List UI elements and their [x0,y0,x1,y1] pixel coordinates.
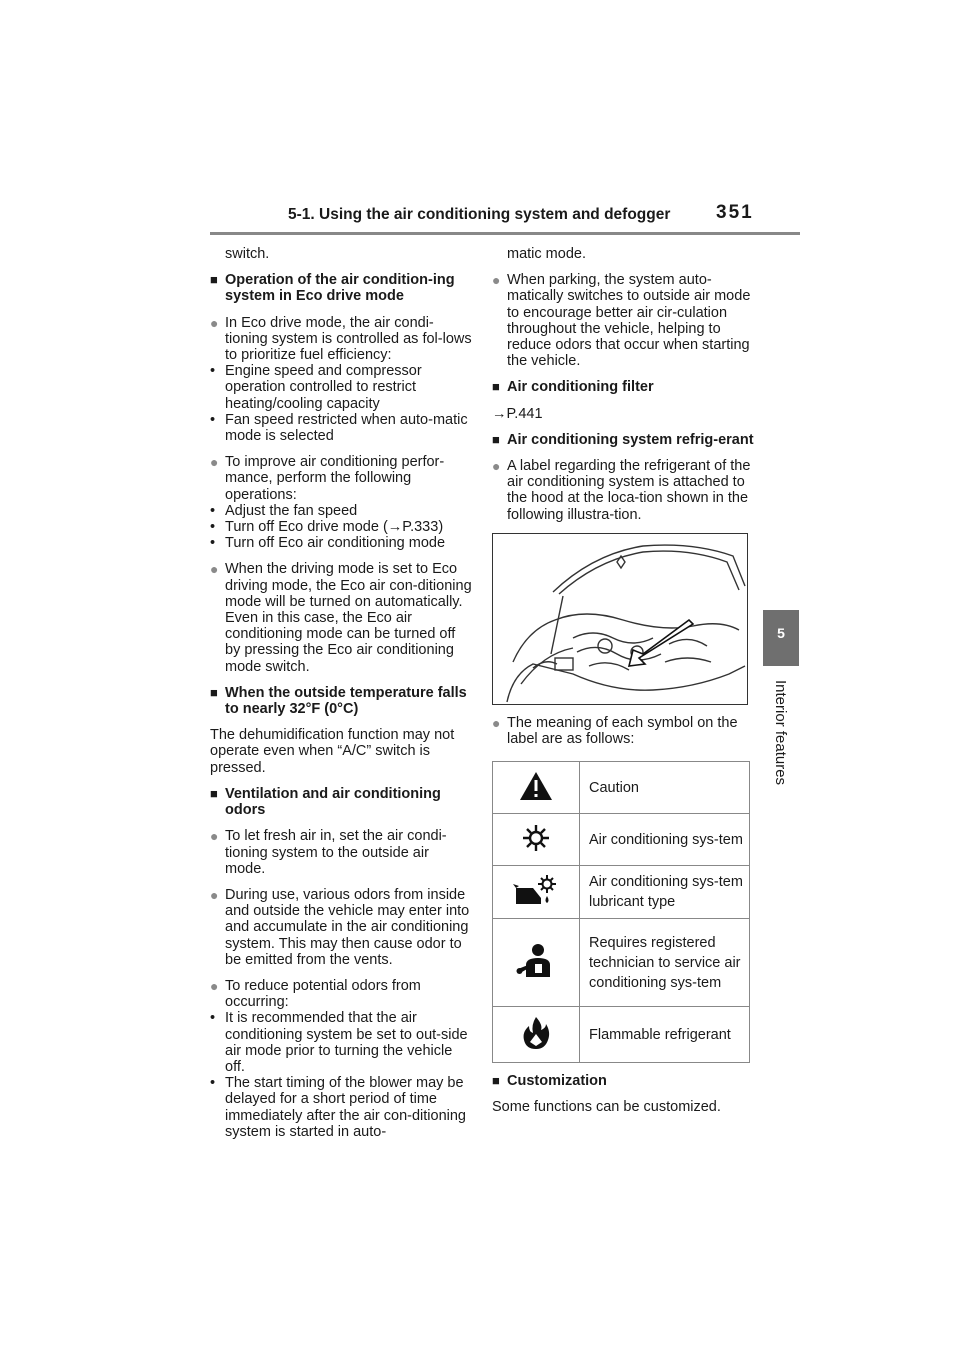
sub-item-text: The start timing of the blower may be delayed for a short period of time immediately after the air con-ditioning system is started in auto- [225,1075,466,1140]
table-row [493,866,750,919]
item-text: The meaning of each symbol on the label are as follows: [507,714,738,748]
table-cell-icon [493,1007,580,1063]
table-cell-text: Air conditioning sys-tem lubricant type [580,866,750,919]
item-text: In Eco drive mode, the air condi-tioning system is controlled as fol-lows to prioritize fuel efficiency: [225,314,472,364]
bullet-icon: ● [210,828,219,845]
table-cell-text: Air conditioning sys-tem [580,814,750,866]
sub-list-item [210,1075,472,1140]
table-cell-icon [493,866,580,919]
flammable-icon [521,1016,551,1050]
section-heading-customization [492,1073,756,1089]
bullet-icon: ● [210,454,219,471]
table-cell-icon [493,762,580,814]
sub-bullet-icon: • [210,535,216,552]
sub-item-text: Fan speed restricted when auto-matic mode is selected [225,411,468,445]
sub-list-item [210,519,472,535]
technician-icon [516,943,556,979]
item-text: To improve air conditioning perfor-mance, perform the following operations: [225,454,445,503]
list-item [210,828,472,877]
item-text: To reduce potential odors from occurring: [225,977,421,1011]
bullet-icon: ● [210,977,219,994]
table-row [493,919,750,1007]
sub-list-item [210,1010,472,1075]
list-item [210,315,472,364]
continued-text: switch. [225,246,270,262]
page-header-title: 5-1. Using the air conditioning system and defogger [288,206,671,223]
continued-text: matic mode. [507,246,586,262]
item-text: To let fresh air in, set the air condi-tioning system to the outside air mode. [225,828,447,877]
chapter-number: 5 [777,625,785,641]
bullet-icon: ● [492,714,501,731]
paragraph: The dehumidification function may not operate even when “A/C” switch is pressed. [210,727,455,776]
table-cell-icon [493,814,580,866]
list-item [492,272,756,369]
sub-bullet-icon: • [210,519,216,536]
table-row [493,814,750,866]
section-heading-eco [210,272,472,304]
item-text: When parking, the system auto-matically switches to outside air mode to encourage better air cir-culation throughout the vehicle, helping to reduce odors that occur when starting the vehicle. [507,272,751,370]
table-cell-text: Flammable refrigerant [580,1007,750,1063]
list-item [492,715,756,747]
lubricant-icon [513,874,559,906]
section-heading-refrigerant [492,432,756,448]
item-text: A label regarding the refrigerant of the air conditioning system is attached to the hood at the loca-tion shown in the following illustra-tion. [507,458,751,523]
sub-item-text: Adjust the fan speed [225,502,358,519]
bullet-icon: ● [492,272,501,289]
chapter-label: Interior features [772,680,789,786]
sub-item-text: Turn off Eco air conditioning mode [225,535,446,552]
list-item [492,458,756,523]
sub-item-text: Turn off Eco drive mode (→P.333) [225,519,444,536]
list-item [210,561,472,674]
item-text: During use, various odors from inside and outside the vehicle may enter into and accumulate in the air conditioning system. This may then cause odor to be emitted from the vents. [225,886,470,968]
left-column [210,246,472,1140]
sub-bullet-icon: • [210,411,216,428]
table-cell-text: Requires registered technician to service air conditioning sys-tem [580,919,750,1007]
table-cell-icon [493,919,580,1007]
heading-marker-icon: ■ [492,1073,500,1089]
heading-marker-icon: ■ [210,684,218,700]
heading-marker-icon: ■ [492,379,500,395]
section-heading-odors [210,786,472,818]
sub-bullet-icon: • [210,502,216,519]
sub-list-item [210,363,472,412]
sub-item-text: It is recommended that the air conditioning system be set to out-side air mode prior to turning the vehicle off. [225,1010,468,1075]
sub-list-item [210,412,472,444]
sub-bullet-icon: • [210,1075,216,1092]
list-item [210,978,472,1010]
heading-text: Ventilation and air conditioning odors [225,785,441,819]
bullet-icon: ● [210,314,219,331]
list-item [210,887,472,968]
header-divider [210,232,800,235]
symbol-table [492,761,750,1063]
page-reference-link[interactable]: →P.441 [492,405,543,422]
right-column [492,246,756,1126]
heading-text: When the outside temperature falls to nearly 32°F (0°C) [225,684,467,718]
heading-marker-icon: ■ [210,785,218,801]
ac-system-icon [521,823,551,853]
table-row [493,1007,750,1063]
sub-bullet-icon: • [210,1010,216,1027]
table-cell-text: Caution [580,762,750,814]
heading-marker-icon: ■ [210,272,218,288]
heading-text: Operation of the air condition-ing system in Eco drive mode [225,272,455,305]
heading-text: Air conditioning filter [507,379,654,396]
engine-bay-drawing [493,534,747,704]
paragraph: Some functions can be customized. [492,1099,721,1116]
chapter-tab [763,610,799,666]
bullet-icon: ● [492,458,501,475]
bullet-icon: ● [210,886,219,903]
sub-bullet-icon: • [210,363,216,380]
section-heading-temperature [210,685,472,717]
sub-list-item [210,503,472,519]
bullet-icon: ● [210,561,219,578]
page-number: 351 [716,202,754,223]
heading-text: Customization [507,1073,607,1090]
section-heading-filter [492,379,756,395]
sub-list-item [210,535,472,551]
heading-text: Air conditioning system refrig-erant [507,431,754,448]
heading-marker-icon: ■ [492,431,500,447]
list-item [210,454,472,503]
table-row [493,762,750,814]
caution-icon [519,771,553,801]
hood-label-illustration [492,533,748,705]
sub-item-text: Engine speed and compressor operation controlled to restrict heating/cooling capacity [225,363,422,412]
item-text: When the driving mode is set to Eco driving mode, the Eco air con-ditioning mode will be turned on automatically. Even in this case, the Eco air conditioning mode can be turned off by pressing the Eco air conditioning mode switch. [225,561,472,675]
